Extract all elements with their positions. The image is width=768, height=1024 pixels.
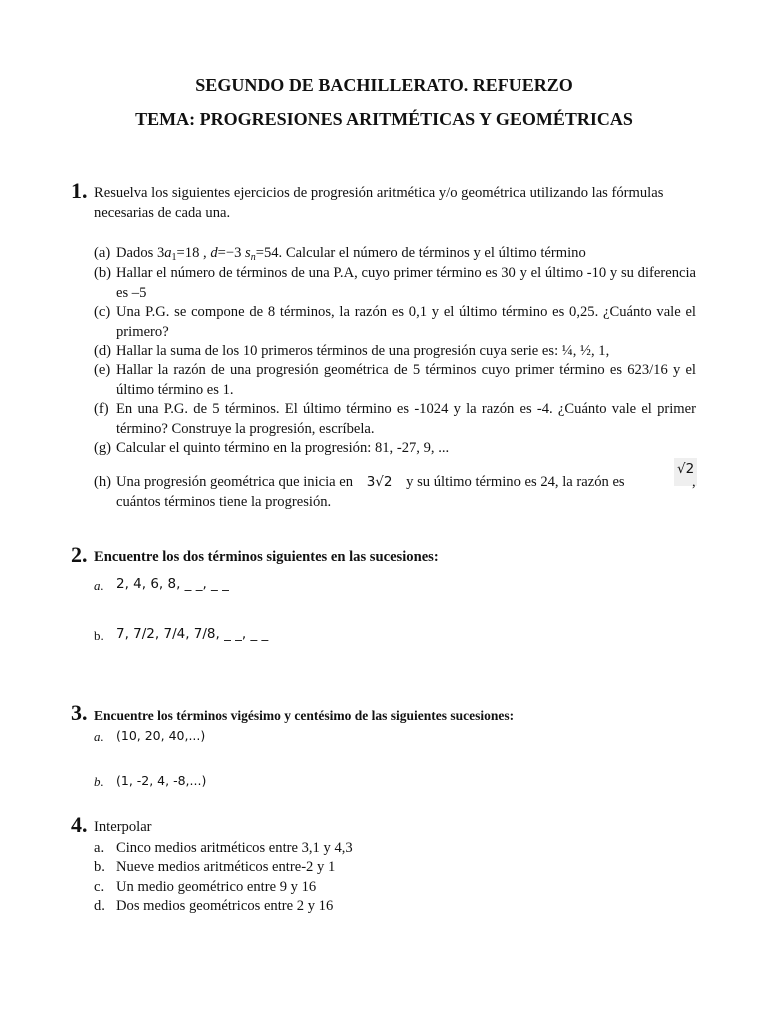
item-1c: Una P.G. se compone de 8 términos, la razón es 0,1 y el último término es 0,25. ¿Cuánto vale el primero?	[116, 304, 696, 340]
item-label-4c: c.	[94, 879, 105, 895]
item-label-4a: a.	[94, 840, 105, 856]
comma: ,	[692, 474, 696, 490]
item-4d: Dos medios geométricos entre 2 y 16	[116, 898, 334, 914]
document-title: SEGUNDO DE BACHILLERATO. REFUERZO	[195, 75, 573, 95]
item-label-1c: (c)	[94, 304, 111, 320]
item-label-4b: b.	[94, 859, 105, 875]
item-label-1d: (d)	[94, 343, 112, 359]
sequence-2b: 7, 7/2, 7/4, 7/8, _ _, _ _	[116, 626, 269, 642]
expression-sqrt-2: √2	[674, 458, 697, 486]
item-4a: Cinco medios aritméticos entre 3,1 y 4,3	[116, 840, 353, 856]
item-label-4d: d.	[94, 898, 105, 914]
item-label-1g: (g)	[94, 440, 112, 456]
item-1h-line1: Una progresión geométrica que inicia en 3√2 y su último término es 24, la razón es	[116, 474, 625, 490]
question-1-number: 1.	[71, 178, 88, 203]
question-3-text: Encuentre los términos vigésimo y centésimo de las siguientes sucesiones:	[94, 708, 515, 723]
item-label-2b: b.	[94, 628, 104, 643]
item-4b: Nueve medios aritméticos entre-2 y 1	[116, 859, 336, 875]
item-4c: Un medio geométrico entre 9 y 16	[116, 879, 317, 895]
item-label-3b: b.	[94, 774, 104, 789]
sequence-3b: (1, -2, 4, -8,...)	[116, 773, 207, 788]
item-1h-line2: cuántos términos tiene la progresión.	[116, 494, 332, 510]
sequence-3a: (10, 20, 40,...)	[116, 728, 206, 743]
question-3-number: 3.	[71, 700, 88, 725]
formula-1a: $3a_1=18$ , d=−3 $s_n=54$	[156, 245, 279, 263]
item-label-1b: (b)	[94, 265, 112, 281]
item-label-1h: (h)	[94, 474, 112, 490]
item-label-1a: (a)	[94, 245, 111, 261]
item-1e: Hallar la razón de una progresión geométrica de 5 términos cuyo primer término es 623/16 y el último término es 1.	[116, 362, 696, 398]
item-label-2a: a.	[94, 578, 104, 593]
question-1-text: Resuelva los siguientes ejercicios de progresión aritmética y/o geométrica utilizando las fórmulas necesarias de cada una.	[94, 185, 664, 221]
expression-3-sqrt-2: 3√2	[366, 474, 393, 490]
question-2-number: 2.	[71, 542, 88, 567]
item-1d: Hallar la suma de los 10 primeros términos de una progresión cuya serie es: ¼, ½, 1,	[116, 343, 610, 359]
item-1f: En una P.G. de 5 términos. El último término es -1024 y la razón es -4. ¿Cuánto vale el primer término? Construye la progresión, escríbela.	[116, 401, 696, 437]
sequence-2a: 2, 4, 6, 8, _ _, _ _	[116, 576, 229, 592]
item-label-3a: a.	[94, 729, 104, 744]
document-subtitle: TEMA: PROGRESIONES ARITMÉTICAS Y GEOMÉTRICAS	[135, 109, 633, 129]
item-1g: Calcular el quinto término en la progresión: 81, -27, 9, ...	[116, 440, 450, 456]
item-1b: Hallar el número de términos de una P.A, cuyo primer término es 30 y el último -10 y su diferencia es –5	[116, 265, 696, 301]
question-4-number: 4.	[71, 812, 88, 837]
question-2-text: Encuentre los dos términos siguientes en las sucesiones:	[94, 549, 439, 565]
question-4-text: Interpolar	[94, 819, 152, 835]
item-label-1f: (f)	[94, 401, 109, 417]
item-1a: Dados $3a_1=18$ , d=−3 $s_n=54$. Calcular el número de términos y el último término	[116, 245, 586, 263]
item-label-1e: (e)	[94, 362, 111, 378]
